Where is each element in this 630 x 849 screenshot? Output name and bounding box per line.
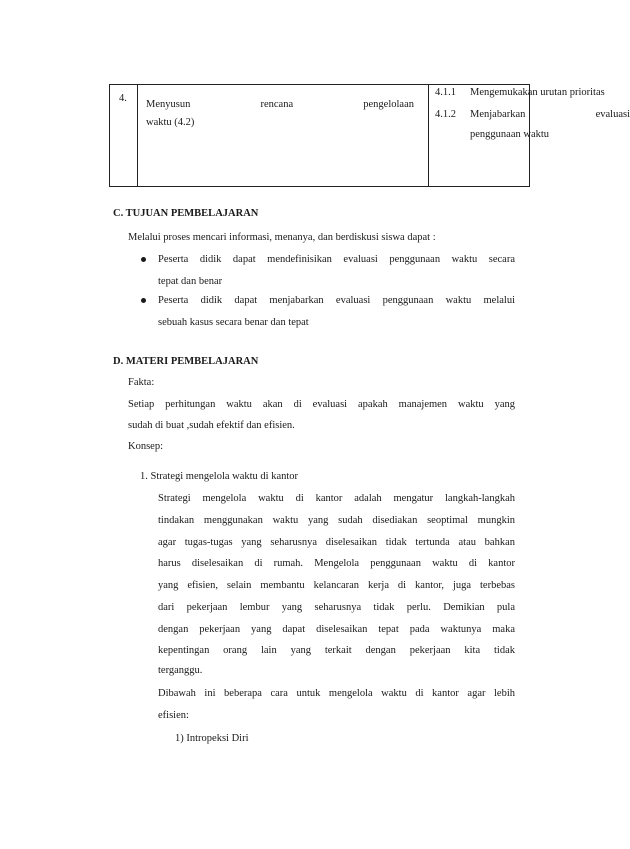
section-c-intro: Melalui proses mencari informasi, menanya, dan berdiskusi siswa dapat : xyxy=(128,232,436,243)
table-cell-competency xyxy=(138,85,429,186)
fakta-label: Fakta: xyxy=(128,377,155,388)
paragraph-line: yang efisien, selain membantu kelancaran kerja di kantor, juga terbebas xyxy=(158,580,515,591)
competency-table xyxy=(109,84,630,187)
paragraph-line: agar tugas-tugas yang seharusnya diselesaikan tidak tertunda atau bahkan xyxy=(158,537,515,548)
paragraph-line: Dibawah ini beberapa cara untuk mengelola waktu di kantor agar lebih xyxy=(158,688,515,699)
table-cell-indicators xyxy=(429,85,630,186)
competency-line-1: Menyusun rencana pengelolaan xyxy=(146,99,414,110)
section-c-heading: C. TUJUAN PEMBELAJARAN xyxy=(113,208,259,219)
paragraph-line: terganggu. xyxy=(158,665,203,676)
paragraph-line: Strategi mengelola waktu di kantor adalah mengatur langkah-langkah xyxy=(158,493,515,504)
fakta-line-1: Setiap perhitungan waktu akan di evaluasi apakah manajemen waktu yang xyxy=(128,399,515,410)
paragraph-line: efisien: xyxy=(158,710,189,721)
objective-2-line-1: Peserta didik dapat menjabarkan evaluasi penggunaan waktu melalui xyxy=(158,295,515,306)
section-d-heading: D. MATERI PEMBELAJARAN xyxy=(113,356,259,367)
objective-2-line-2: sebuah kasus secara benar dan tepat xyxy=(158,317,309,328)
indicator-2-text: Menjabarkan evaluasi xyxy=(470,109,630,120)
indicator-2-number: 4.1.2 xyxy=(435,109,456,120)
paragraph-line: dari pekerjaan lembur yang seharusnya tidak perlu. Demikian pula xyxy=(158,602,515,613)
indicator-1-text: Mengemukakan urutan prioritas xyxy=(470,87,605,98)
paragraph-line: tindakan menggunakan waktu yang sudah disediakan seoptimal mungkin xyxy=(158,515,515,526)
indicator-2-continuation: penggunaan waktu xyxy=(470,129,550,140)
table-cell-number xyxy=(110,85,138,186)
bullet-dot xyxy=(141,257,146,262)
objective-1-line-1: Peserta didik dapat mendefinisikan evaluasi penggunaan waktu secara xyxy=(158,254,515,265)
paragraph-line: dengan pekerjaan yang dapat diselesaikan tepat pada waktunya maka xyxy=(158,624,515,635)
competency-line-2: waktu (4.2) xyxy=(146,117,195,128)
konsep-label: Konsep: xyxy=(128,441,163,452)
paragraph-line: kepentingan orang lain yang terkait dengan pekerjaan kita tidak xyxy=(158,645,515,656)
fakta-line-2: sudah di buat ,sudah efektif dan efisien. xyxy=(128,420,295,431)
item-1-title: 1. Strategi mengelola waktu di kantor xyxy=(140,471,299,482)
paragraph-line: harus diselesaikan di rumah. Mengelola penggunaan waktu di kantor xyxy=(158,558,515,569)
objective-1-line-2: tepat dan benar xyxy=(158,276,223,287)
bullet-dot xyxy=(141,298,146,303)
row-number: 4. xyxy=(119,93,127,104)
sub-item-1: 1) Intropeksi Diri xyxy=(175,733,249,744)
indicator-1-number: 4.1.1 xyxy=(435,87,456,98)
